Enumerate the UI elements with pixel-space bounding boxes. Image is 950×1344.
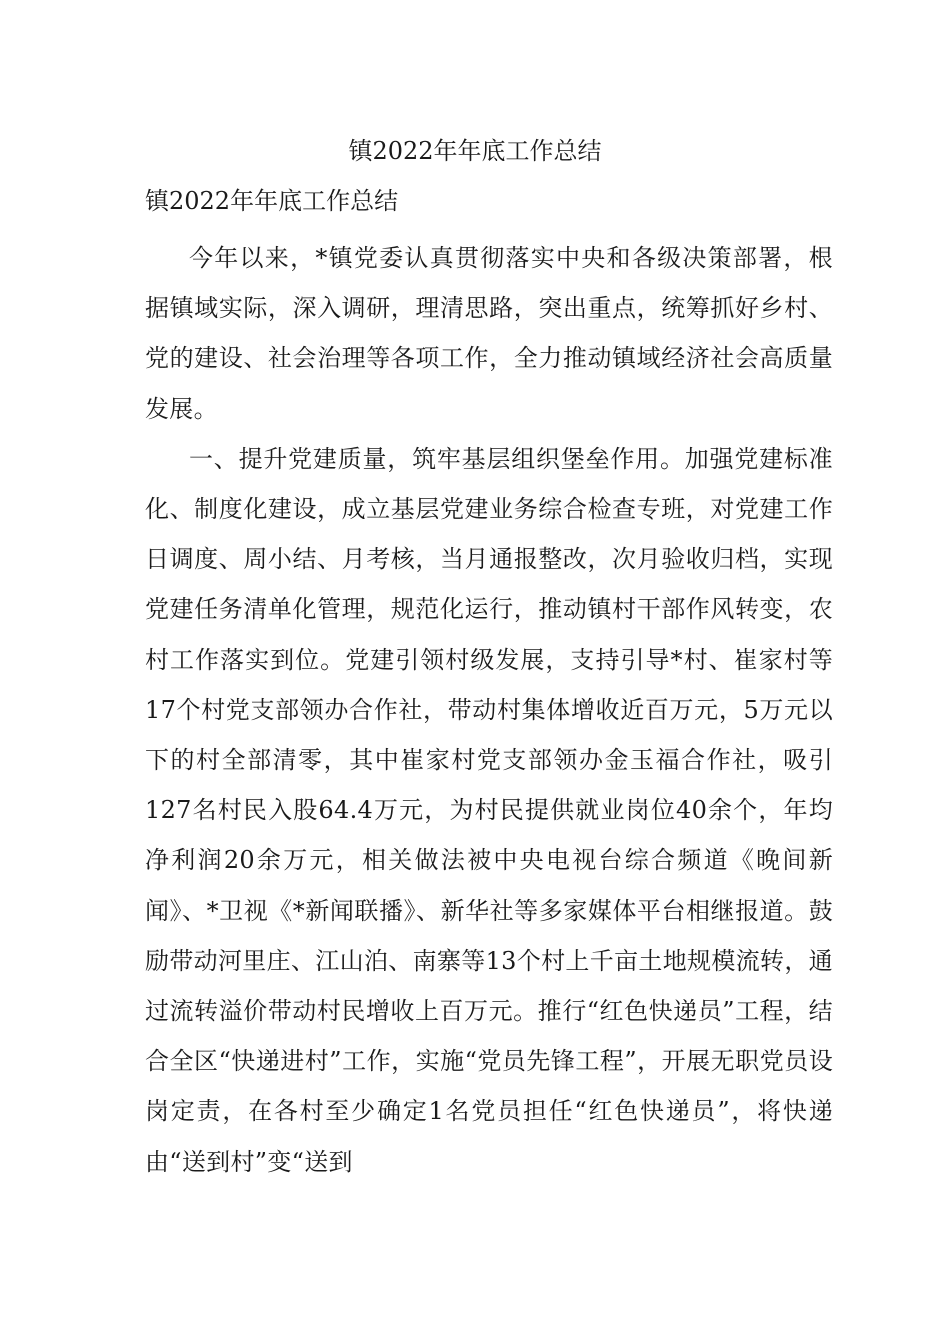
- paragraph-party-building: 一、提升党建质量，筑牢基层组织堡垒作用。加强党建标准化、制度化建设，成立基层党建业务综合检查专班，对党建工作日调度、周小结、月考核，当月通报整改，次月验收归档，实现党建任务清单化管理，规范化运行，推动镇村干部作风转变，农村工作落实到位。党建引领村级发展，支持引导*村、崔家村等17个村党支部领办合作社，带动村集体增收近百万元，5万元以下的村全部清零，其中崔家村党支部领办金玉福合作社，吸引127名村民入股64.4万元，为村民提供就业岗位40余个，年均净利润20余万元，相关做法被中央电视台综合频道《晚间新闻》、*卫视《*新闻联播》、新华社等多家媒体平台相继报道。鼓励带动河里庄、江山泊、南寨等13个村上千亩土地规模流转，通过流转溢价带动村民增收上百万元。推行“红色快递员”工程，结合全区“快递进村”工作，实施“党员先锋工程”，开展无职党员设岗定责，在各村至少确定1名党员担任“红色快递员”，将快递由“送到村”变“送到: [145, 444, 833, 1176]
- paragraph-intro: 今年以来，*镇党委认真贯彻落实中央和各级决策部署，根据镇域实际，深入调研，理清思路，突出重点，统筹抓好乡村、党的建设、社会治理等各项工作，全力推动镇域经济社会高质量发展。: [145, 244, 833, 423]
- document-body: [145, 233, 833, 1187]
- document-subtitle: 镇2022年年底工作总结: [145, 187, 399, 215]
- document-title: 镇2022年年底工作总结: [348, 137, 602, 165]
